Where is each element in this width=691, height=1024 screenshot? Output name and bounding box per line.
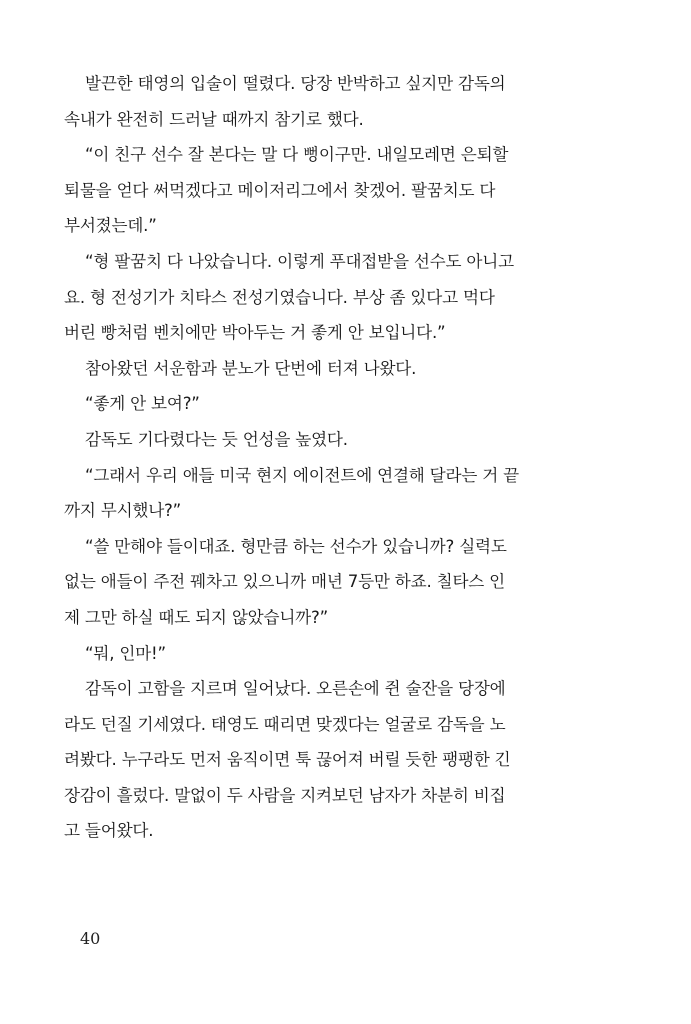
text-line: 장감이 흘렀다. 말없이 두 사람을 지켜보던 남자가 차분히 비집: [64, 785, 506, 805]
page-body: [64, 66, 538, 849]
text-line: 고 들어왔다.: [64, 821, 154, 841]
text-line: 퇴물을 얻다 써먹겠다고 메이저리그에서 찾겠어. 팔꿈치도 다: [64, 180, 496, 200]
text-line: 요. 형 전성기가 치타스 전성기였습니다. 부상 좀 있다고 먹다: [64, 287, 495, 307]
text-line: “뭐, 인마!”: [85, 643, 166, 663]
text-line: “형 팔꿈치 다 나았습니다. 이렇게 푸대접받을 선수도 아니고: [85, 251, 514, 271]
text-line: 부서졌는데.”: [64, 216, 157, 236]
paragraph-4: [64, 351, 538, 387]
text-line: 참아왔던 서운함과 분노가 단번에 터져 나왔다.: [85, 358, 417, 378]
text-line: “쓸 만해야 들이대죠. 형만큼 하는 선수가 있습니까? 실력도: [85, 536, 507, 556]
paragraph-10: [64, 671, 538, 849]
paragraph-8: [64, 529, 538, 636]
paragraph-7: [64, 458, 538, 529]
paragraph-2: [64, 137, 538, 244]
text-line: 려봤다. 누구라도 먼저 움직이면 툭 끊어져 버릴 듯한 팽팽한 긴: [64, 750, 511, 770]
text-line: 없는 애들이 주전 꿰차고 있으니까 매년 7등만 하죠. 칠타스 인: [64, 572, 506, 592]
text-line: “이 친구 선수 잘 본다는 말 다 뻥이구만. 내일모레면 은퇴할: [85, 145, 509, 165]
text-line: 버린 빵처럼 벤치에만 박아두는 거 좋게 안 보입니다.”: [64, 323, 446, 343]
text-line: 제 그만 하실 때도 되지 않았습니까?”: [64, 607, 328, 627]
paragraph-5: [64, 386, 538, 422]
text-line: 발끈한 태영의 입술이 떨렸다. 당장 반박하고 싶지만 감독의: [85, 74, 506, 93]
paragraph-6: [64, 422, 538, 458]
text-line: 감독이 고함을 지르며 일어났다. 오른손에 쥔 술잔을 당장에: [85, 679, 506, 699]
text-line: 까지 무시했나?”: [64, 501, 182, 521]
paragraph-9: [64, 636, 538, 672]
paragraph-3: [64, 244, 538, 351]
text-line: “좋게 안 보여?”: [85, 394, 200, 414]
text-line: 감독도 기다렸다는 듯 언성을 높였다.: [85, 429, 348, 449]
text-line: 속내가 완전히 드러날 때까지 참기로 했다.: [64, 109, 364, 129]
text-line: “그래서 우리 애들 미국 현지 에이전트에 연결해 달라는 거 끝: [85, 465, 519, 485]
paragraph-1: [64, 66, 538, 137]
page-number: 40: [80, 929, 101, 948]
text-line: 라도 던질 기세였다. 태영도 때리면 맞겠다는 얼굴로 감독을 노: [64, 714, 506, 734]
